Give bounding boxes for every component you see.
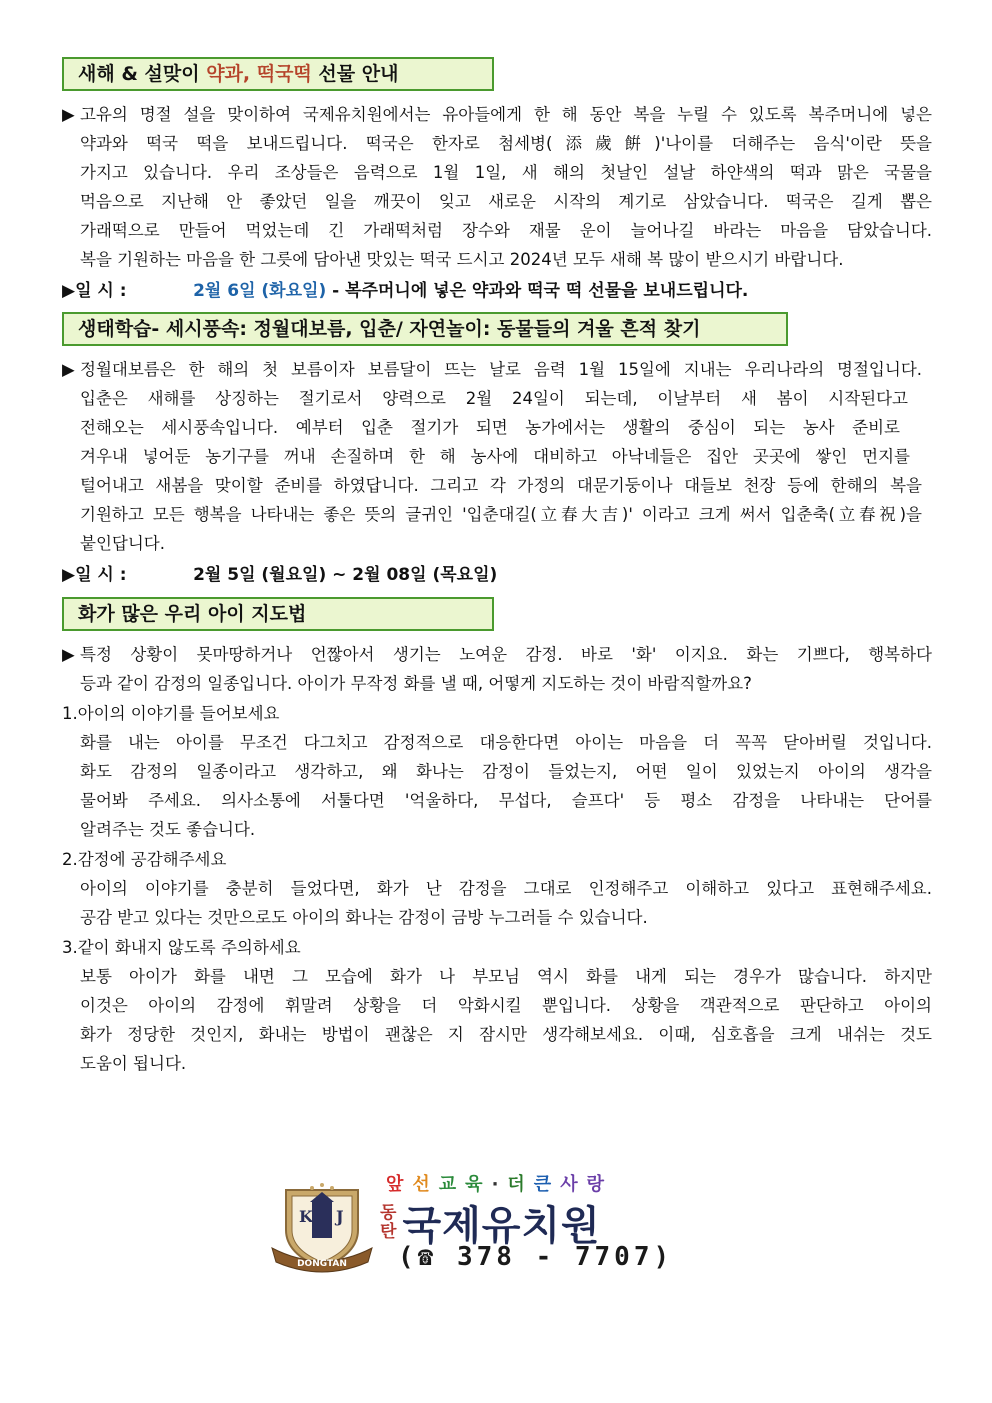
paragraph-line: 털어내고 새봄을 맞이할 준비를 하였답니다. 그리고 각 가정의 대문기둥이나 대들보 천장 등에 한해의 복을 xyxy=(80,476,922,495)
section3-intro xyxy=(62,640,932,698)
paragraph-line: 물어봐 주세요. 의사소통에 서툴다면 '억울하다, 무섭다, 슬프다' 등 평소 감정을 나타내는 단어를 xyxy=(80,791,932,810)
date-description: - 복주머니에 넣은 약과와 떡국 떡 선물을 보내드립니다. xyxy=(326,281,749,301)
dongtan-label: 동 탄 xyxy=(380,1202,397,1242)
slogan-char: 랑 xyxy=(586,1174,613,1195)
title-highlight: 약과, 떡국떡 xyxy=(206,63,312,85)
bullet-arrow-icon: ▶ xyxy=(62,360,75,379)
tip-heading-2: 2.감정에 공감해주세요 xyxy=(62,850,227,869)
paragraph-line: 등과 같이 감정의 일종입니다. 아이가 무작정 화를 낼 때, 어떻게 지도하는 것이 바람직할까요? xyxy=(80,674,752,693)
slogan-char: 더 xyxy=(507,1174,534,1195)
paragraph-line: 이것은 아이의 감정에 휘말려 상황을 더 악화시킬 뿐입니다. 상황을 객관적으로 판단하고 아이의 xyxy=(80,996,932,1015)
bullet-arrow-icon: ▶ xyxy=(62,105,75,124)
date-value: 2월 6일 (화요일) xyxy=(193,281,327,301)
paragraph-line: 아이의 이야기를 충분히 들었다면, 화가 난 감정을 그대로 인정해주고 이해하고 있다고 표현해주세요. xyxy=(80,879,932,898)
paragraph-line: 화도 감정의 일종이라고 생각하고, 왜 화나는 감정이 들었는지, 어떤 일이 있었는지 아이의 생각을 xyxy=(80,762,932,781)
tip-heading-3: 3.같이 화내지 않도록 주의하세요 xyxy=(62,938,301,957)
slogan-char: 큰 xyxy=(533,1174,561,1195)
slogan-char: · xyxy=(491,1174,508,1195)
tip-body-2 xyxy=(80,874,932,932)
section-title-anger-guidance: 화가 많은 우리 아이 지도법 xyxy=(62,597,494,631)
date-label: 일 시 : xyxy=(75,281,127,301)
bullet-arrow-icon: ▶ xyxy=(62,565,76,585)
paragraph-line: 전해오는 세시풍속입니다. 예부터 입춘 절기가 되면 농가에서는 생활의 중심이 되는 농사 준비로 xyxy=(80,418,900,437)
paragraph-line: 붙인답니다. xyxy=(80,534,165,553)
slogan-char: 앞 xyxy=(386,1174,413,1195)
slogan-char: 육 xyxy=(465,1174,492,1195)
tip-heading-1: 1.아이의 이야기를 들어보세요 xyxy=(62,704,280,723)
svg-text:J: J xyxy=(336,1207,344,1226)
section1-date xyxy=(62,277,748,306)
paragraph-line: 고유의 명절 설을 맞이하여 국제유치원에서는 유아들에게 한 해 동안 복을 누릴 수 있도록 복주머니에 넣은 xyxy=(80,105,932,124)
slogan-char: 교 xyxy=(438,1174,466,1195)
section-title-ecology: 생태학습- 세시풍속: 정월대보름, 입춘/ 자연놀이: 동물들의 겨울 흔적 찾기 xyxy=(62,312,788,346)
kindergarten-logo xyxy=(268,1170,708,1280)
paragraph-line: 복을 기원하는 마음을 한 그릇에 담아낸 맛있는 떡국 드시고 2024년 모두 새해 복 많이 받으시기 바랍니다. xyxy=(80,250,844,269)
emblem-letters: K xyxy=(299,1207,313,1226)
paragraph-line: 알려주는 것도 좋습니다. xyxy=(80,820,256,839)
section2-paragraph xyxy=(62,355,932,558)
title-prefix: 새해 & 설맞이 xyxy=(78,63,207,85)
slogan-char: 선 xyxy=(412,1174,439,1195)
slogan xyxy=(386,1170,613,1196)
paragraph-line: 가지고 있습니다. 우리 조상들은 음력으로 1월 1일, 새 해의 첫날인 설날 하얀색의 떡과 맑은 국물을 xyxy=(80,163,932,182)
paragraph-line: 먹음으로 지난해 안 좋았던 일을 깨끗이 잊고 새로운 시작의 계기로 삼았습니다. 떡국은 길게 뽑은 xyxy=(80,192,932,211)
paragraph-line: 겨우내 넣어둔 농기구를 꺼내 손질하며 한 해 농사에 대비하고 아낙네들은 집안 곳곳에 쌓인 먼지를 xyxy=(80,447,910,466)
paragraph-line: 입춘은 새해를 상징하는 절기로서 양력으로 2월 24일이 되는데, 이날부터 새 봄이 시작된다고 xyxy=(80,389,908,408)
tip-body-1 xyxy=(80,728,932,844)
emblem-ribbon: DONGTAN xyxy=(297,1259,347,1269)
section2-date xyxy=(62,561,497,590)
phone-number: (☎ 378 - 7707) xyxy=(398,1242,674,1272)
paragraph-line: 가래떡으로 만들어 먹었는데 긴 가래떡처럼 장수와 재물 운이 늘어나길 바라는 마음을 담았습니다. xyxy=(80,221,932,240)
paragraph-line: 공감 받고 있다는 것만으로도 아이의 화나는 감정이 금방 누그러들 수 있습니다. xyxy=(80,908,648,927)
paragraph-line: 화를 내는 아이를 무조건 다그치고 감정적으로 대응한다면 아이는 마음을 더 꼭꼭 닫아버릴 것입니다. xyxy=(80,733,932,752)
tip-body-3 xyxy=(80,962,932,1078)
paragraph-line: 기원하고 모든 행복을 나타내는 좋은 뜻의 글귀인 '입춘대길(立春大吉)' 이라고 크게 써서 입춘축(立春祝)을 xyxy=(80,505,922,524)
title-suffix: 선물 안내 xyxy=(311,63,399,85)
kindergarten-name-text: 국제유치원 xyxy=(402,1203,601,1249)
paragraph-line: 보통 아이가 화를 내면 그 모습에 화가 나 부모님 역시 화를 내게 되는 경우가 많습니다. 하지만 xyxy=(80,967,932,986)
paragraph-line: 도움이 됩니다. xyxy=(80,1054,187,1073)
kj-emblem-icon xyxy=(268,1178,376,1278)
slogan-char: 사 xyxy=(560,1174,587,1195)
bullet-arrow-icon: ▶ xyxy=(62,281,76,301)
paragraph-line: 약과와 떡국 떡을 보내드립니다. 떡국은 한자로 첨세병(添歲餠)'나이를 더해주는 음식'이란 뜻을 xyxy=(80,134,932,153)
section1-paragraph xyxy=(62,100,932,274)
section-title-new-year xyxy=(62,57,494,91)
date-label: 일 시 : xyxy=(75,565,127,585)
date-value: 2월 5일 (월요일) ~ 2월 08일 (목요일) xyxy=(193,565,498,585)
paragraph-line: 특정 상황이 못마땅하거나 언짢아서 생기는 노여운 감정. 바로 '화' 이지요. 화는 기쁘다, 행복하다 xyxy=(80,645,932,664)
bullet-arrow-icon: ▶ xyxy=(62,645,75,664)
paragraph-line: 화가 정당한 것인지, 화내는 방법이 괜찮은 지 잠시만 생각해보세요. 이때, 심호흡을 크게 내쉬는 것도 xyxy=(80,1025,932,1044)
paragraph-line: 정월대보름은 한 해의 첫 보름이자 보름달이 뜨는 날로 음력 1월 15일에 지내는 우리나라의 명절입니다. xyxy=(80,360,922,379)
